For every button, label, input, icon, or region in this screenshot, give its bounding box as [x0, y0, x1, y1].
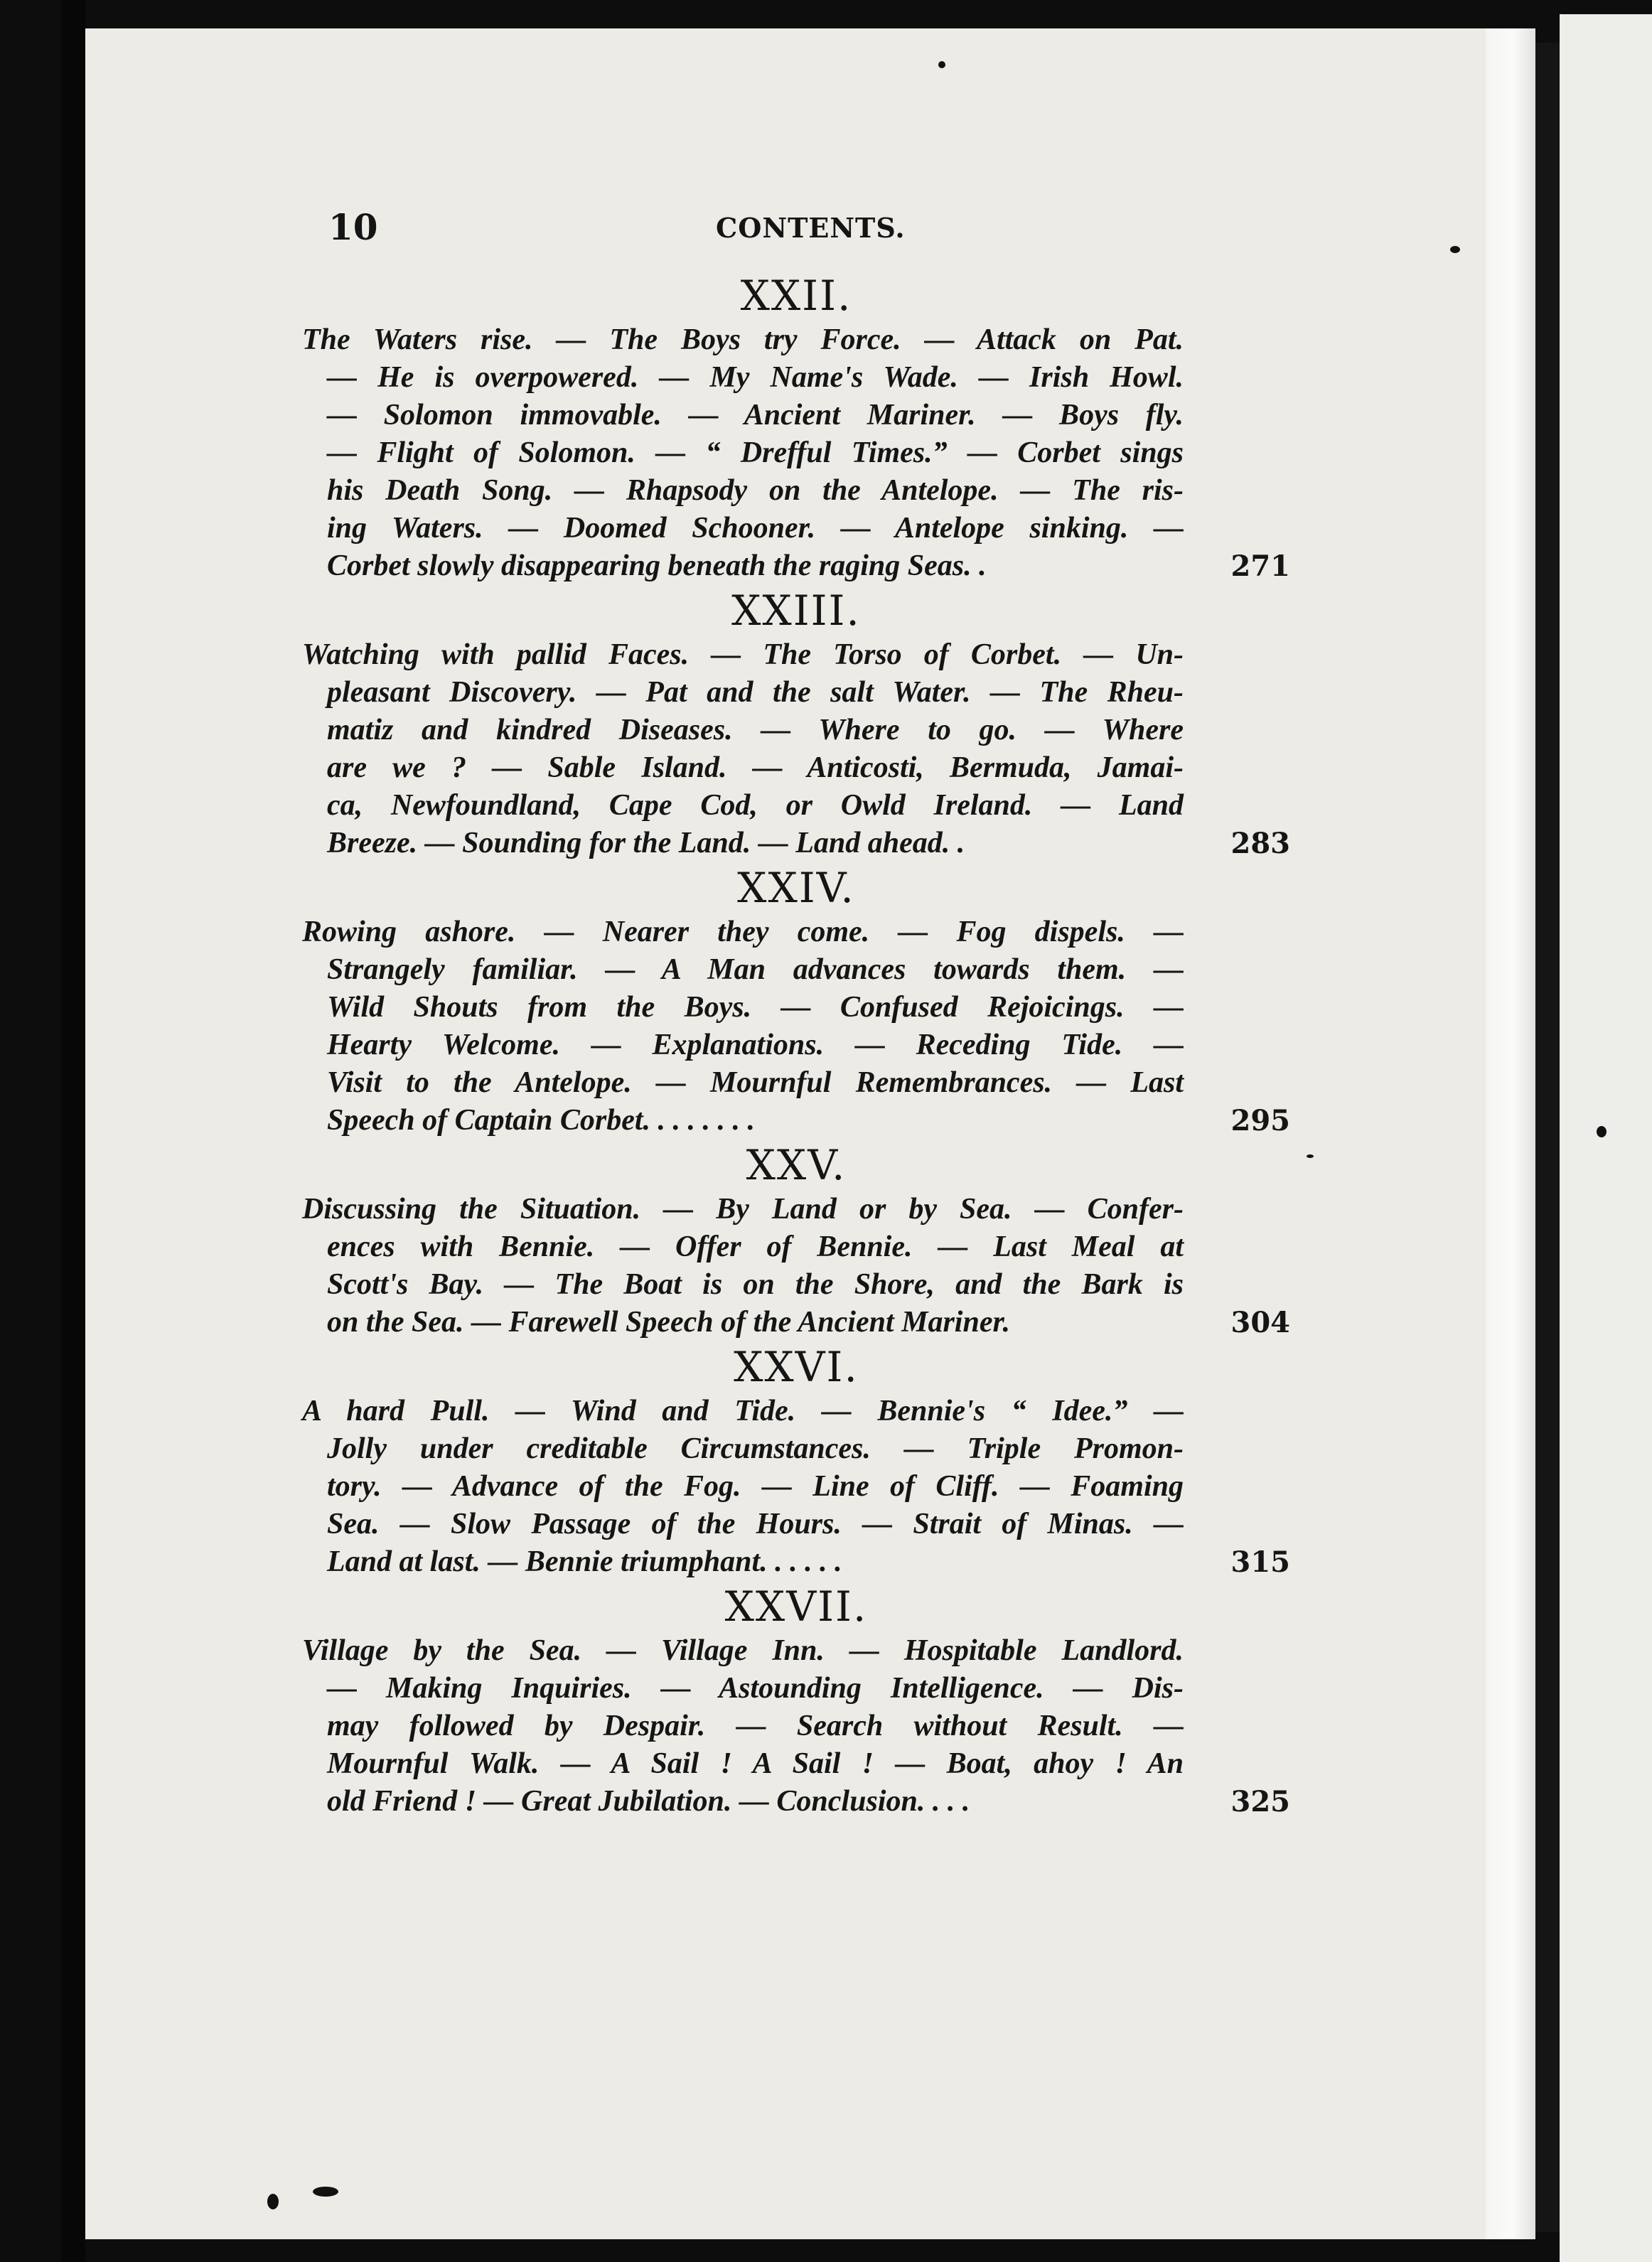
chapter-numeral: XXIV. — [737, 864, 855, 912]
summary-line: A hard Pull. — Wind and Tide. — Bennie's “ Idee.” — — [302, 1395, 1184, 1427]
summary-line: pleasant Discovery. — Pat and the salt Water. — The Rheu- — [327, 676, 1184, 709]
chapter-page-number: 304 — [1230, 1306, 1290, 1339]
chapter-summary — [302, 1632, 1290, 1821]
summary-line: Village by the Sea. — Village Inn. — Hospitable Landlord. — [302, 1634, 1184, 1667]
chapter-entry — [302, 585, 1290, 862]
ink-speck — [267, 2194, 279, 2209]
summary-line: ences with Bennie. — Offer of Bennie. — Last Meal at — [327, 1231, 1184, 1263]
summary-line: — Making Inquiries. — Astounding Intelligence. — Dis- — [327, 1672, 1184, 1705]
summary-line: on the Sea. — Farewell Speech of the Ancient Mariner. — [327, 1306, 1010, 1339]
summary-line: old Friend ! — Great Jubilation. — Conclusion. . . . — [327, 1785, 970, 1818]
summary-line: Visit to the Antelope. — Mournful Remembrances. — Last — [327, 1066, 1184, 1099]
chapter-page-number: 295 — [1230, 1104, 1290, 1137]
summary-line: Speech of Captain Corbet. . . . . . . . — [327, 1104, 756, 1137]
chapter-summary — [302, 1393, 1290, 1581]
running-title: CONTENTS. — [716, 212, 906, 244]
chapter-numeral: XXVI. — [734, 1343, 859, 1391]
chapter-summary — [302, 321, 1290, 585]
summary-line: tory. — Advance of the Fog. — Line of Cliff. — Foaming — [327, 1470, 1184, 1503]
summary-line: ing Waters. — Doomed Schooner. — Antelope sinking. — — [327, 512, 1184, 545]
ink-speck — [938, 61, 945, 68]
summary-line: Discussing the Situation. — By Land or by Sea. — Confer- — [302, 1193, 1184, 1226]
chapter-numeral: XXV. — [746, 1141, 847, 1189]
chapter-numeral: XXVII. — [724, 1582, 868, 1631]
summary-line: Mournful Walk. — A Sail ! A Sail ! — Boat, ahoy ! An — [327, 1747, 1184, 1780]
ink-speck — [1307, 1154, 1314, 1158]
summary-line: may followed by Despair. — Search without Result. — — [327, 1710, 1184, 1742]
chapter-summary — [302, 636, 1290, 862]
summary-line: Breeze. — Sounding for the Land. — Land ahead. . — [327, 827, 965, 859]
ink-speck — [1597, 1126, 1607, 1137]
chapter-summary — [302, 1191, 1290, 1341]
chapter-page-number: 325 — [1230, 1785, 1290, 1818]
chapter-entry — [302, 270, 1290, 585]
ink-speck — [1450, 246, 1460, 253]
chapter-entry — [302, 1341, 1290, 1581]
chapter-entry — [302, 862, 1290, 1140]
summary-line: matiz and kindred Diseases. — Where to go. — Where — [327, 714, 1184, 746]
chapter-entry — [302, 1140, 1290, 1341]
summary-line: Corbet slowly disappearing beneath the raging Seas. . — [327, 550, 987, 582]
summary-line: Watching with pallid Faces. — The Torso of Corbet. — Un- — [302, 638, 1184, 671]
summary-line: ca, Newfoundland, Cape Cod, or Owld Ireland. — Land — [327, 789, 1184, 822]
chapter-entry — [302, 1581, 1290, 1821]
chapter-summary — [302, 913, 1290, 1140]
right-binding-shadow — [1535, 43, 1560, 2232]
ink-speck — [313, 2187, 338, 2197]
summary-line: — He is overpowered. — My Name's Wade. — Irish Howl. — [327, 361, 1184, 394]
chapter-page-number: 283 — [1230, 827, 1290, 860]
summary-line: Hearty Welcome. — Explanations. — Receding Tide. — — [327, 1029, 1184, 1061]
summary-line: Sea. — Slow Passage of the Hours. — Strait of Minas. — — [327, 1508, 1184, 1540]
summary-line: are we ? — Sable Island. — Anticosti, Bermuda, Jamai- — [327, 751, 1184, 784]
page-number: 10 — [328, 206, 378, 248]
summary-line: Wild Shouts from the Boys. — Confused Rejoicings. — — [327, 991, 1184, 1024]
summary-line: Land at last. — Bennie triumphant. . . . . . — [327, 1545, 842, 1578]
facing-page-edge — [1560, 14, 1652, 2262]
running-head — [328, 206, 1267, 249]
summary-line: — Flight of Solomon. — “ Drefful Times.” — Corbet sings — [327, 436, 1184, 469]
chapter-page-number: 271 — [1230, 550, 1290, 583]
summary-line: Rowing ashore. — Nearer they come. — Fog dispels. — — [302, 916, 1184, 948]
summary-line: — Solomon immovable. — Ancient Mariner. — Boys fly. — [327, 399, 1184, 432]
contents-list — [302, 270, 1290, 1821]
page-edge — [1486, 28, 1535, 2239]
chapter-numeral: XXII. — [740, 272, 852, 320]
chapter-numeral: XXIII. — [731, 586, 861, 635]
summary-line: Scott's Bay. — The Boat is on the Shore, and the Bark is — [327, 1268, 1184, 1301]
left-binding-shadow — [61, 0, 85, 2262]
summary-line: his Death Song. — Rhapsody on the Antelope. — The ris- — [327, 474, 1184, 507]
summary-line: Strangely familiar. — A Man advances towards them. — — [327, 953, 1184, 986]
summary-line: Jolly under creditable Circumstances. — Triple Promon- — [327, 1432, 1184, 1465]
chapter-page-number: 315 — [1230, 1545, 1290, 1579]
summary-line: The Waters rise. — The Boys try Force. — Attack on Pat. — [302, 323, 1184, 356]
